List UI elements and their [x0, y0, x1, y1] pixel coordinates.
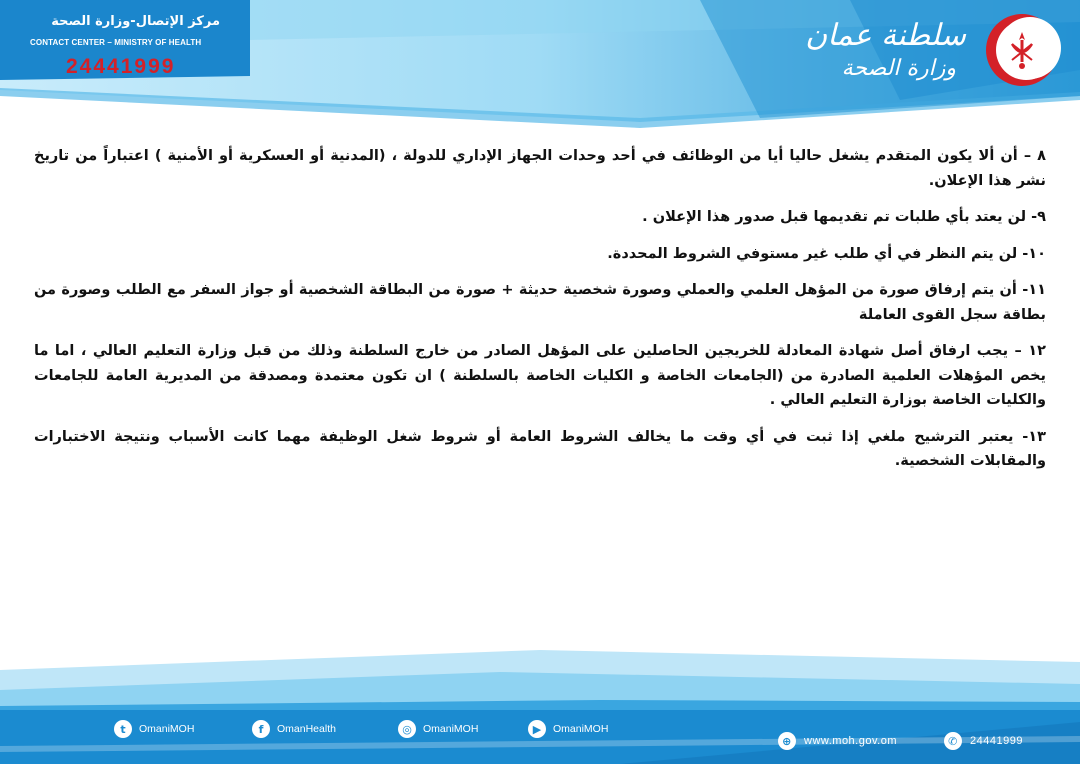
website-label: www.moh.gov.om [804, 735, 897, 747]
hotline-label: 24441999 [970, 735, 1023, 747]
contact-center-block [24, 14, 220, 84]
contact-phone-number: 24441999 [66, 55, 176, 78]
condition-item-8: ٨ – أن ألا يكون المتقدم يشغل حاليا أيا من الوظائف في أحد وحدات الجهاز الإداري للدولة ، (المدنية أو العسكرية أو الأمنية ) اعتباراً من تاريخ نشر هذا الإعلان. [34, 148, 1046, 189]
hotline-link[interactable] [944, 730, 1023, 752]
social-label-youtube: OmaniMOH [553, 723, 609, 735]
conditions-list [34, 144, 1046, 486]
logo-text-ministry: وزارة الصحة [841, 56, 956, 81]
globe-icon: ⊕ [778, 732, 796, 750]
footer-banner [0, 650, 1080, 764]
instagram-icon: ◎ [398, 720, 416, 738]
condition-item-10: ١٠- لن يتم النظر في أي طلب غير مستوفي الشروط المحددة. [607, 245, 1046, 262]
contact-links-row [0, 730, 1080, 754]
condition-item-11: ١١- أن يتم إرفاق صورة من المؤهل العلمي والعملي وصورة شخصية حديثة + صورة من البطاقة الشخصية أو جواز السفر مع الطلب وصورة من بطاقة سجل القوى العاملة [34, 282, 1046, 323]
contact-center-arabic: مركز الإتصال-وزارة الصحة [51, 14, 220, 29]
condition-item-13: ١٣- يعتبر الترشيح ملغي إذا ثبت في أي وقت ما يخالف الشروط العامة أو شروط شغل الوظيفة مهما كانت الأسباب ونتيجة الاختبارات والمقابلات الشخصية. [34, 428, 1046, 469]
twitter-icon: t [114, 720, 132, 738]
social-label-instagram: OmaniMOH [423, 723, 479, 735]
moh-crescent-emblem-icon [982, 10, 1062, 90]
ministry-logo [762, 10, 1062, 94]
youtube-icon: ▶ [528, 720, 546, 738]
social-label-twitter: OmaniMOH [139, 723, 195, 735]
condition-item-9: ٩- لن يعتد بأي طلبات تم تقديمها قبل صدور هذا الإعلان . [642, 209, 1046, 225]
header-banner [0, 0, 1080, 128]
phone-icon: ✆ [944, 732, 962, 750]
website-link[interactable] [778, 730, 897, 752]
contact-center-english: CONTACT CENTER – MINISTRY OF HEALTH [30, 38, 202, 47]
social-label-facebook: OmanHealth [277, 723, 336, 735]
logo-text-sultanate: سلطنة عمان [805, 18, 966, 53]
facebook-icon: f [252, 720, 270, 738]
condition-item-12: ١٢ – يجب ارفاق أصل شهادة المعادلة للخريجين الحاصلين على المؤهل الصادر من خارج السلطنة وذلك من قبل وزارة التعليم العالي ، اما ما يخص المؤهلات العلمية الصادرة من (الجامعات الخاصة و الكليات الخاصة بالسلطنة ) ان تكون معتمدة ومصدقة من المديرية العامة للجامعات والكليات الخاصة بوزارة التعليم العالي . [34, 343, 1046, 408]
